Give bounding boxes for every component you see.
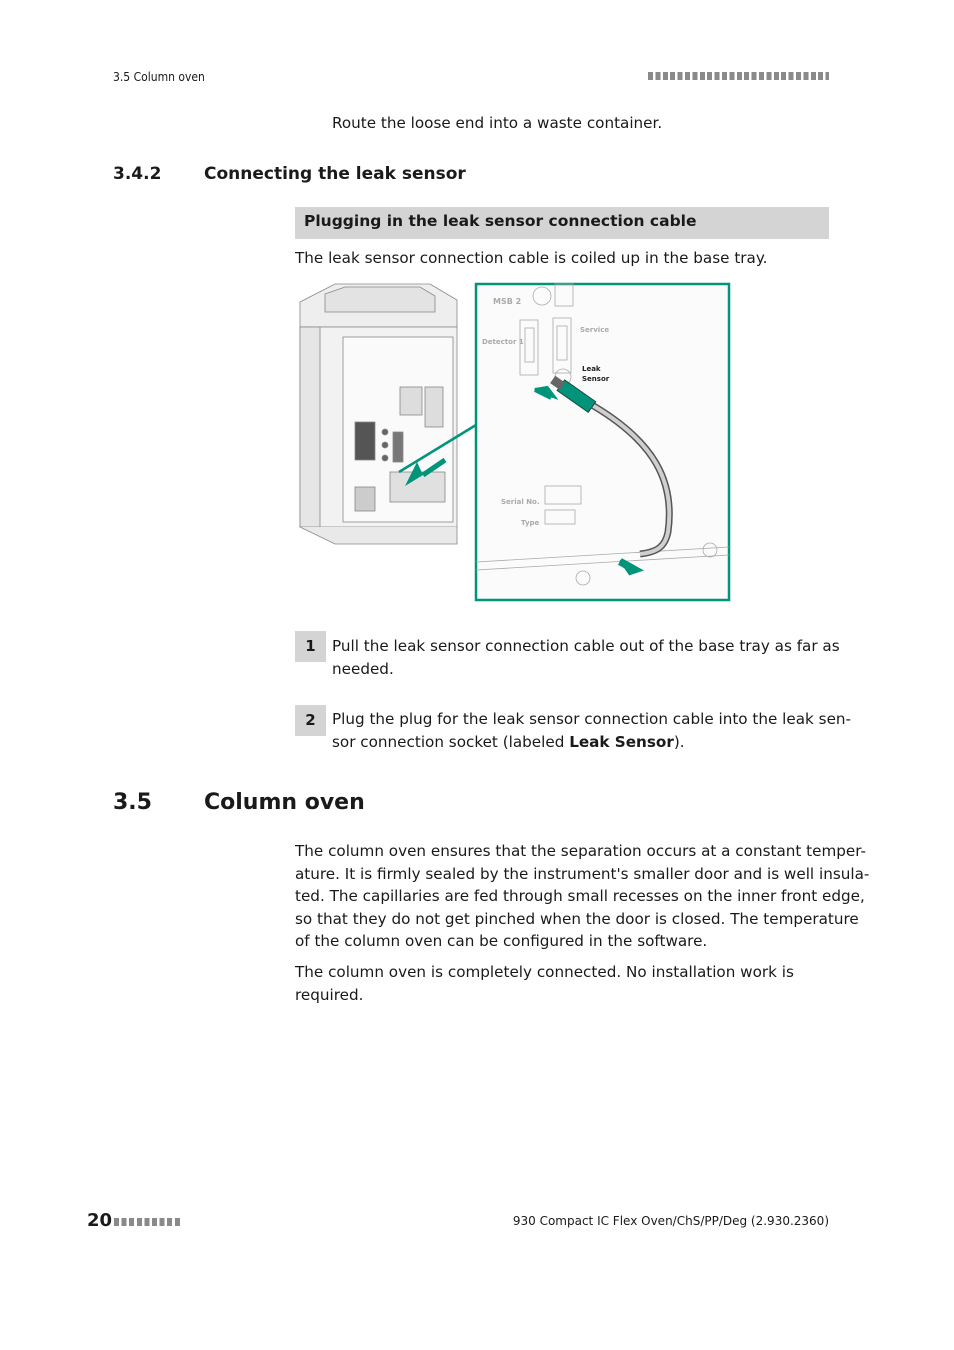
step-line: Plug the plug for the leak sensor connection cable into the leak sen- — [332, 710, 852, 728]
footer-decoration — [114, 1218, 182, 1226]
step-text — [332, 708, 851, 753]
detector1-label: Detector 1 — [482, 338, 524, 346]
step-line: needed. — [332, 659, 394, 678]
type-label: Type — [521, 519, 540, 527]
step-text — [332, 635, 840, 680]
column-oven-paragraph: The column oven ensures that the separation occurs at a constant temper- ature. It is firmly sealed by the instrument's smaller door and is well insula- ted. The capillaries are fed through small recesses on the inner front edge, so that they do not get pinched when the door is closed. The temperature of the column oven can be configured in the software. — [295, 842, 870, 950]
procedure-title-bar — [295, 207, 829, 239]
step-number: 1 — [295, 631, 326, 662]
step-line: Pull the leak sensor connection cable out of the base tray as far as — [332, 637, 840, 655]
instrument-illustration — [295, 282, 810, 602]
intro-paragraph: Route the loose end into a waste container. — [332, 114, 663, 132]
service-label: Service — [580, 326, 610, 334]
sensor-label: Sensor — [582, 375, 610, 383]
section-title: Connecting the leak sensor — [204, 164, 466, 184]
leak-label: Leak — [582, 365, 601, 373]
procedure-title: Plugging in the leak sensor connection cable — [304, 212, 697, 230]
running-header: 3.5 Column oven — [113, 70, 205, 84]
column-oven-paragraph: The column oven is completely connected. No installation work is required. — [295, 963, 794, 1004]
chapter-title: Column oven — [204, 790, 365, 815]
section-number: 3.4.2 — [113, 164, 162, 184]
serial-no-label: Serial No. — [501, 498, 540, 506]
paragraph: The leak sensor connection cable is coiled up in the base tray. — [295, 249, 768, 267]
msb2-label: MSB 2 — [493, 297, 522, 306]
chapter-number: 3.5 — [113, 790, 152, 815]
leak-sensor-figure — [295, 282, 810, 602]
step-number: 2 — [295, 705, 326, 736]
page-number: 20 — [87, 1210, 113, 1231]
step-line: sor connection socket (labeled Leak Sensor). — [332, 732, 685, 751]
leak-sensor-term: Leak Sensor — [569, 732, 674, 751]
document-title: 930 Compact IC Flex Oven/ChS/PP/Deg (2.930.2360) — [512, 1214, 829, 1228]
header-decoration — [648, 72, 829, 80]
